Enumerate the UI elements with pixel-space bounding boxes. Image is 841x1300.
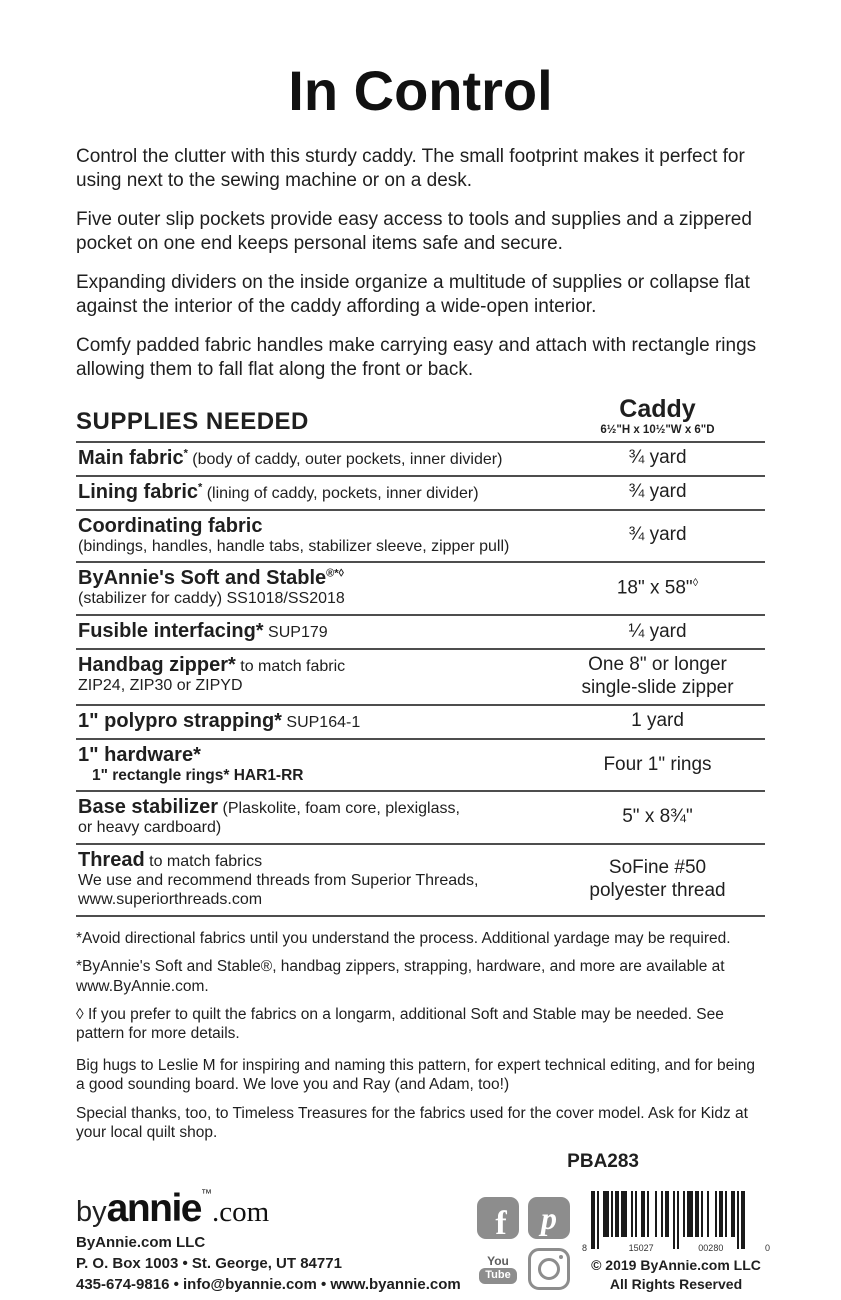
table-row [76, 704, 765, 738]
supply-item [76, 744, 550, 785]
byannie-logo [76, 1187, 461, 1231]
logo-suffix: .com [212, 1196, 270, 1229]
table-row [76, 475, 765, 509]
table-row [76, 614, 765, 648]
supply-item [76, 567, 550, 609]
supply-item [76, 796, 550, 838]
supply-item [76, 447, 550, 470]
intro-paragraph: Comfy padded fabric handles make carrying easy and attach with rectangle rings allowing them to fall flat along the front or back. [76, 334, 757, 380]
youtube-icon-top-text: You [487, 1253, 509, 1268]
supplies-heading: SUPPLIES NEEDED [76, 407, 309, 435]
caddy-dimensions: 6½"H x 10½"W x 6"D [600, 423, 715, 436]
acknowledgement: Special thanks, too, to Timeless Treasures for the fabrics used for the cover model. Ask for Kidz at your local quilt shop. [76, 1104, 748, 1141]
supply-name: 1" hardware* [78, 744, 201, 767]
intro-paragraph: Five outer slip pockets provide easy access to tools and supplies and a zippered pocket on one end keeps personal items safe and secure. [76, 208, 752, 254]
footnote: *ByAnnie's Soft and Stable®, handbag zippers, strapping, hardware, and more are available at www.ByAnnie.com. [76, 958, 725, 995]
supply-quantity: 1 yard [631, 710, 684, 732]
footnotes-section [76, 929, 765, 1044]
supply-name: Fusible interfacing* [78, 620, 264, 643]
intro-section [76, 145, 765, 382]
table-row [76, 441, 765, 475]
supply-detail: SUP164-1 [281, 714, 361, 732]
logo-name: annie [106, 1187, 202, 1231]
supply-name: Thread [78, 849, 145, 872]
supply-detail: SUP179 [263, 624, 328, 642]
pinterest-icon [528, 1197, 570, 1239]
youtube-icon-bottom-text: Tube [479, 1268, 516, 1284]
intro-paragraph: Control the clutter with this sturdy caddy. The small footprint makes it perfect for using next to the sewing machine or on a desk. [76, 146, 745, 191]
barcode-digit-right: 0 [764, 1243, 770, 1254]
supply-quantity: Four 1" rings [603, 753, 712, 775]
supply-detail-line: ZIP24, ZIP30 or ZIPYD [78, 677, 243, 695]
trademark-mark: ™ [201, 1188, 213, 1201]
facebook-glyph: f [495, 1204, 507, 1240]
supply-quantity: 18" x 58"◊ [616, 576, 699, 599]
supply-name: Base stabilizer [78, 796, 219, 819]
supply-item [76, 620, 550, 643]
supply-name: Coordinating fabric [78, 514, 263, 537]
table-row [76, 509, 765, 562]
supply-quantity: SoFine #50 polyester thread [589, 857, 726, 901]
supplies-table-header [76, 394, 765, 441]
supply-item [76, 654, 550, 699]
supply-quantity: ¾ yard [628, 524, 687, 546]
supply-detail-line: (stabilizer for caddy) SS1018/SS2018 [78, 590, 345, 608]
copyright-line2: All Rights Reserved [609, 1275, 743, 1292]
footnote: *Avoid directional fabrics until you understand the process. Additional yardage may be required. [76, 929, 731, 947]
youtube-icon [477, 1248, 519, 1290]
pattern-number: PBA283 [567, 1151, 639, 1173]
footer [0, 1179, 841, 1295]
supply-name: Main fabric* [78, 446, 188, 469]
table-row [76, 843, 765, 915]
supplies-table [76, 394, 765, 917]
logo-prefix: by [76, 1196, 107, 1229]
company-contact: 435-674-9816 • info@byannie.com • www.byannie.com [76, 1276, 461, 1294]
caddy-column-header [550, 394, 765, 436]
barcode-digit-left: 8 [582, 1243, 588, 1254]
supply-detail: (Plaskolite, foam core, plexiglass, [218, 800, 460, 818]
caddy-column-title: Caddy [619, 394, 696, 423]
supply-item [76, 515, 550, 557]
supply-detail-line: www.superiorthreads.com [78, 891, 263, 909]
pinterest-glyph: p [541, 1199, 557, 1236]
barcode-digit-group1: 15027 [626, 1243, 657, 1253]
instagram-icon [528, 1248, 570, 1290]
facebook-icon [477, 1197, 519, 1239]
supply-detail-line: (bindings, handles, handle tabs, stabilizer sleeve, zipper pull) [78, 537, 510, 555]
supply-item [76, 849, 550, 910]
table-row [76, 561, 765, 614]
footnote: ◊ If you prefer to quilt the fabrics on a longarm, additional Soft and Stable may be needed. See pattern for more details. [76, 1006, 724, 1043]
supply-quantity: One 8" or longer single-slide zipper [581, 654, 734, 698]
instagram-lens-shape [538, 1258, 560, 1280]
acknowledgements-section [76, 1056, 765, 1143]
company-name: ByAnnie.com LLC [76, 1234, 206, 1252]
social-icons [477, 1197, 570, 1290]
supply-name: 1" polypro strapping* [78, 710, 282, 733]
table-row [76, 648, 765, 704]
supplies-rows [76, 441, 765, 917]
supply-detail-line: 1" rectangle rings* HAR1-RR [92, 767, 304, 785]
supply-detail: (lining of caddy, pockets, inner divider) [202, 484, 479, 502]
supply-quantity: ¼ yard [628, 620, 687, 642]
supply-quantity: 5" x 8¾" [622, 806, 693, 828]
supply-name: ByAnnie's Soft and Stable®*◊ [78, 567, 344, 590]
publisher-block [76, 1189, 461, 1295]
supply-name: Handbag zipper* [78, 654, 236, 677]
instagram-dot-shape [559, 1255, 563, 1259]
supply-detail-line: We use and recommend threads from Superior Threads, [78, 872, 479, 890]
supply-item [76, 481, 550, 504]
table-row [76, 738, 765, 790]
barcode-digits [581, 1243, 771, 1253]
supply-quantity: ¾ yard [628, 480, 687, 502]
table-row [76, 790, 765, 843]
intro-paragraph: Expanding dividers on the inside organize a multitude of supplies or collapse flat against the interior of the caddy affording a wide-open interior. [76, 271, 750, 317]
supply-detail: to match fabric [235, 658, 346, 676]
page-title: In Control [288, 59, 553, 122]
copyright-notice [581, 1256, 771, 1292]
company-address: P. O. Box 1003 • St. George, UT 84771 [76, 1255, 342, 1273]
acknowledgement: Big hugs to Leslie M for inspiring and naming this pattern, for expert technical editing, and for being a good sounding board. We love you and Ray (and Adam, too!) [76, 1056, 755, 1094]
barcode [581, 1189, 771, 1253]
barcode-block [581, 1189, 771, 1292]
supply-name: Lining fabric* [78, 480, 203, 503]
barcode-digit-group2: 00280 [695, 1243, 726, 1253]
supply-quantity: ¾ yard [628, 446, 687, 468]
supply-detail: (body of caddy, outer pockets, inner divider) [187, 450, 503, 468]
supply-item [76, 710, 550, 733]
supply-detail-line: or heavy cardboard) [78, 819, 222, 837]
supply-detail: to match fabrics [144, 853, 263, 871]
copyright-line1: © 2019 ByAnnie.com LLC [591, 1257, 761, 1274]
